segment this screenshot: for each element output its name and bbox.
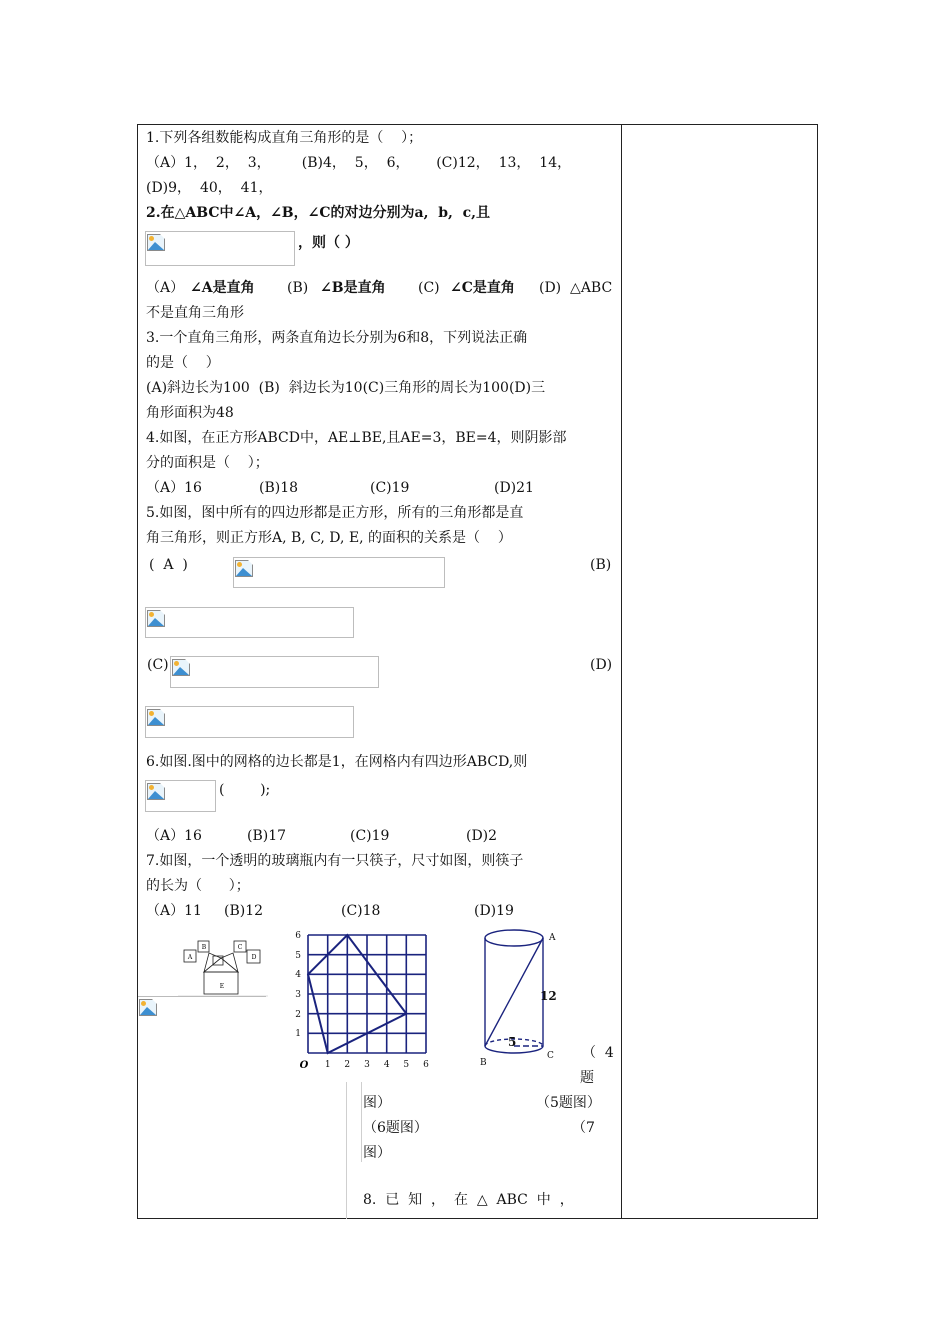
q7-stem-cont: 的长为（ ）；	[146, 878, 250, 894]
figure5-label-e: E	[219, 983, 225, 990]
q5-stem: 5.如图，图中所有的四边形都是正方形，所有的三角形都是直	[146, 505, 524, 521]
grid-ytick-3: 3	[295, 990, 301, 1000]
caption-4-part1: （ 4	[582, 1045, 614, 1061]
grid-xtick-5: 5	[403, 1060, 410, 1070]
q2-option-b-tag: (B)	[287, 280, 309, 296]
table-column-divider	[621, 124, 622, 1219]
q5-option-c-image	[170, 656, 379, 688]
q7-option-c: (C)18	[341, 903, 381, 919]
q7-option-a: （A）11	[146, 903, 202, 919]
cylinder-label-a: A	[549, 933, 556, 943]
grid-ytick-4: 4	[295, 970, 301, 980]
grid-xtick-6: 6	[423, 1060, 429, 1070]
figure5-label-d: D	[251, 954, 257, 961]
q4-option-a: （A）16	[146, 480, 202, 496]
q2-stem: 2.在△ABC中∠A，∠B，∠C的对边分别为a, b, c,且	[146, 205, 491, 221]
grid-ytick-6: 6	[295, 931, 301, 941]
grid-ytick-1: 1	[295, 1029, 301, 1039]
q6-option-b: (B)17	[247, 828, 287, 844]
caption-4-part2: 题	[580, 1070, 594, 1086]
figure5-label-b: B	[201, 944, 207, 951]
q6-option-a: （A）16	[146, 828, 202, 844]
q6-stem-end: ( );	[219, 782, 271, 798]
figure-cylinder-chopstick	[474, 922, 564, 1072]
q2-option-a-tag: （A）	[146, 280, 185, 296]
q6-option-c: (C)19	[350, 828, 390, 844]
q7-option-d: (D)19	[474, 903, 514, 919]
grid-ytick-5: 5	[295, 951, 301, 961]
q2-option-d-cont: 不是直角三角形	[146, 305, 244, 321]
q3-options-line1: (A)斜边长为100 (B) 斜边长为10(C)三角形的周长为100(D)三	[146, 380, 546, 396]
broken-image-icon	[147, 234, 165, 251]
q4-stem: 4.如图，在正方形ABCD中，AE⊥BE,且AE=3，BE=4，则阴影部	[146, 430, 567, 446]
figure-squares-diagram	[178, 936, 268, 998]
q5-option-d-image	[145, 706, 354, 738]
q2-option-a: ∠A是直角	[190, 280, 255, 296]
grid-xtick-2: 2	[344, 1060, 351, 1070]
q7-stem: 7.如图，一个透明的玻璃瓶内有一只筷子，尺寸如图，则筷子	[146, 853, 524, 869]
q4-option-d: (D)21	[494, 480, 534, 496]
q2-option-c-tag: (C)	[418, 280, 440, 296]
broken-image-icon	[147, 783, 165, 800]
q1-stem: 1.下列各组数能构成直角三角形的是（ ）；	[146, 130, 423, 146]
cylinder-height-label: 12	[540, 989, 557, 1003]
broken-image-icon	[147, 610, 165, 627]
q6-stem: 6.如图.图中的网格的边长都是1，在网格内有四边形ABCD,则	[146, 754, 528, 770]
caption-7-part3: 图）	[363, 1145, 391, 1161]
q2-formula-image	[145, 231, 295, 266]
caption-4-part3: 图）	[363, 1095, 391, 1111]
q5-option-d-tag: (D)	[590, 657, 613, 673]
caption-inner-divider	[361, 1082, 362, 1162]
broken-image-icon	[147, 709, 165, 726]
broken-image-icon	[172, 659, 190, 676]
cylinder-label-c: C	[547, 1051, 554, 1061]
q3-stem-cont: 的是（ ）	[146, 355, 220, 371]
q6-formula-image	[145, 780, 216, 812]
caption-6: （6题图）	[363, 1120, 428, 1136]
figure-grid-quadrilateral	[290, 925, 435, 1075]
q5-option-a-tag: ( A )	[149, 557, 188, 573]
broken-image-icon	[235, 560, 253, 577]
grid-origin-label: O	[299, 1060, 309, 1071]
broken-image-icon	[139, 999, 157, 1016]
grid-xtick-1: 1	[324, 1060, 331, 1070]
q-missing-image	[138, 997, 160, 1019]
caption-column-divider	[346, 1082, 347, 1219]
grid-xtick-3: 3	[364, 1060, 370, 1070]
q5-option-c-tag: (C)	[147, 657, 169, 673]
q1-options-line1: （A）1， 2， 3， (B)4， 5， 6， (C)12， 13， 14，	[146, 155, 572, 171]
q6-option-d: (D)2	[466, 828, 498, 844]
caption-7-part1: （7	[572, 1120, 595, 1136]
q5-stem-cont: 角三角形，则正方形A, B, C, D, E, 的面积的关系是（ ）	[146, 530, 512, 546]
q3-options-line2: 角形面积为48	[146, 405, 234, 421]
q7-option-b: (B)12	[224, 903, 264, 919]
q1-options-line2: (D)9， 40， 41，	[146, 180, 273, 196]
grid-xtick-4: 4	[383, 1060, 390, 1070]
q3-stem: 3.一个直角三角形，两条直角边长分别为6和8，下列说法正确	[146, 330, 528, 346]
q4-option-b: (B)18	[259, 480, 299, 496]
grid-ytick-2: 2	[295, 1010, 301, 1020]
q2-stem-end: ，则（ ）	[298, 235, 359, 251]
q2-option-d: (D) △ABC	[539, 280, 613, 296]
q4-option-c: (C)19	[370, 480, 410, 496]
q8-stem: 8. 已 知 ， 在 △ ABC 中 ，	[363, 1192, 574, 1208]
cylinder-radius-label: 5	[508, 1035, 517, 1049]
figure5-label-c: C	[237, 944, 243, 951]
q5-option-b-tag: (B)	[590, 557, 612, 573]
caption-5: （5题图）	[536, 1095, 601, 1111]
q5-option-b-image	[145, 607, 354, 638]
q4-stem-cont: 分的面积是（ ）；	[146, 455, 269, 471]
q2-option-c: ∠C是直角	[450, 280, 515, 296]
q2-option-b: ∠B是直角	[320, 280, 386, 296]
q5-option-a-image	[233, 557, 445, 588]
figure5-label-a: A	[187, 954, 193, 961]
cylinder-label-b: B	[480, 1058, 487, 1068]
